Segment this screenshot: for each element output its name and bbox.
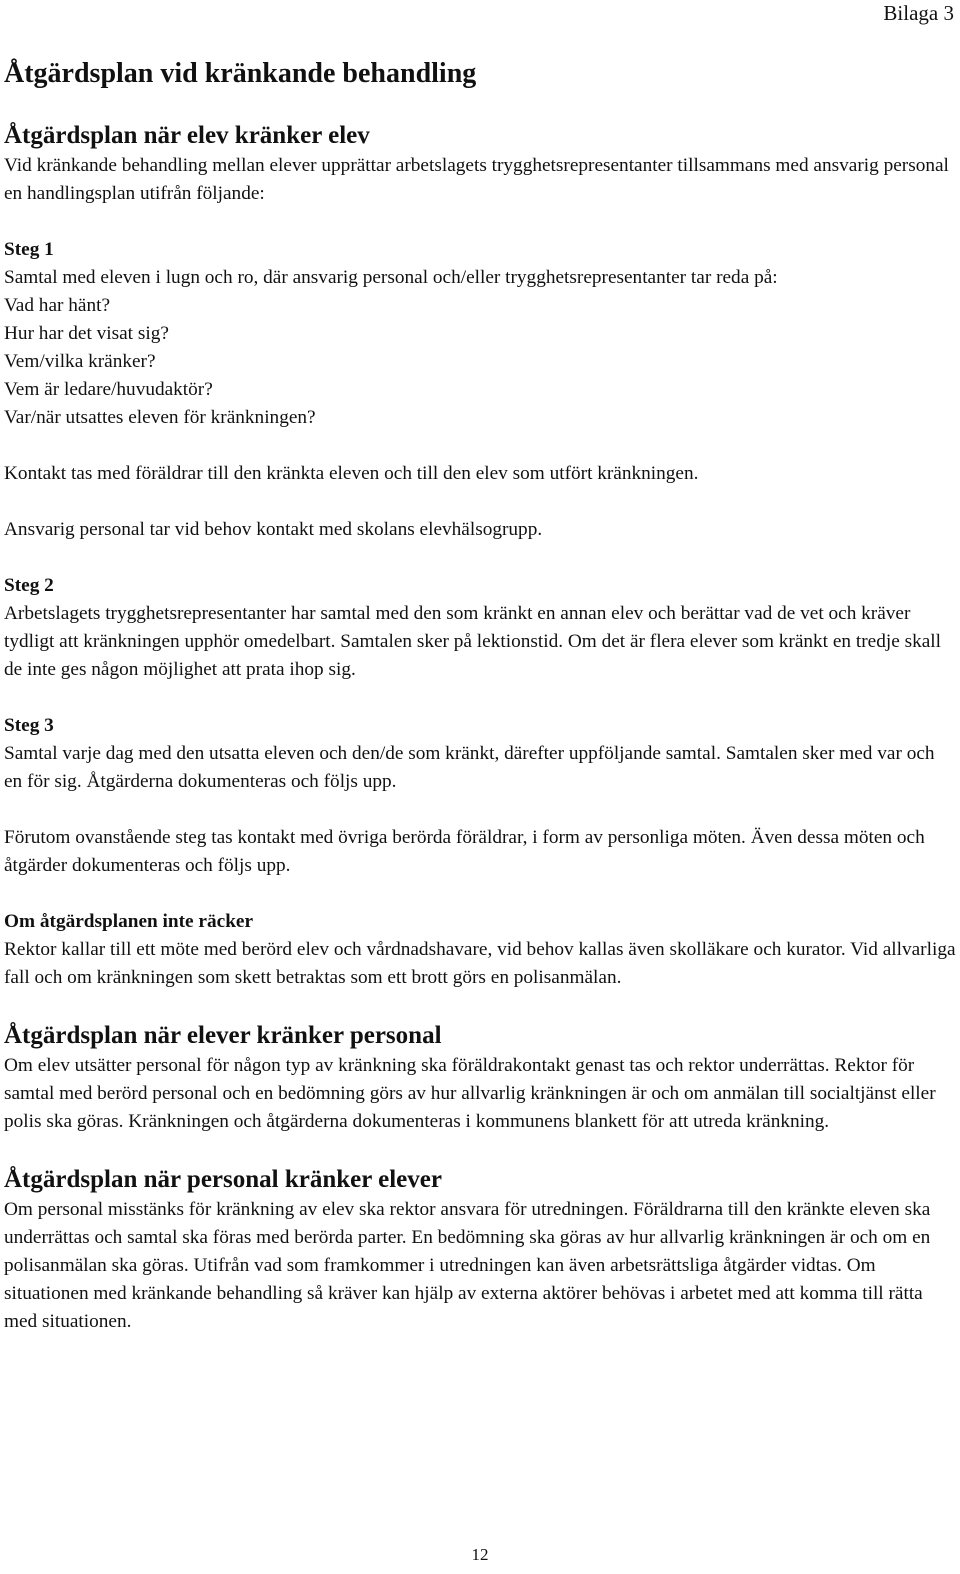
step-3-label: Steg 3 <box>4 715 54 736</box>
spacer <box>4 544 956 572</box>
section-elever-kranker-personal <box>4 1020 956 1136</box>
question-item: Vad har hänt? <box>4 295 110 316</box>
parent-contact-text: Kontakt tas med föräldrar till den kränkta eleven och till den elev som utfört kränkningen. <box>4 463 699 484</box>
page-number: 12 <box>471 1545 489 1564</box>
additional-contact-text: Förutom ovanstående steg tas kontakt med övriga berörda föräldrar, i form av personliga möten. Även dessa möten och åtgärder dokumenteras och följs upp. <box>4 827 925 876</box>
step-2-text: Arbetslagets trygghetsrepresentanter har samtal med den som kränkt en annan elev och berättar vad de vet och kräver tydligt att kränkningen upphör omedelbart. Samtalen sker på lektionstid. Om det är flera elever som kränkt en tredje skall de inte ges någon möjlighet att prata ihop sig. <box>4 603 942 680</box>
spacer <box>4 488 956 516</box>
document-body <box>4 56 956 1336</box>
step-3-text: Samtal varje dag med den utsatta eleven och den/de som kränkt, därefter uppföljande samtal. Samtalen sker med var och en för sig. Åtgärderna dokumenteras och följs upp. <box>4 743 935 792</box>
question-item: Var/när utsattes eleven för kränkningen? <box>4 407 316 428</box>
student-health-text: Ansvarig personal tar vid behov kontakt med skolans elevhälsogrupp. <box>4 519 543 540</box>
appendix-label: Bilaga 3 <box>883 1 954 25</box>
section-heading: Åtgärdsplan när elev kränker elev <box>4 122 370 149</box>
spacer <box>4 796 956 824</box>
question-list <box>4 292 956 432</box>
document-title: Åtgärdsplan vid kränkande behandling <box>4 58 477 89</box>
spacer <box>4 1136 956 1164</box>
spacer <box>4 992 956 1020</box>
question-item: Hur har det visat sig? <box>4 323 169 344</box>
section-intro: Vid kränkande behandling mellan elever upprättar arbetslagets trygghetsrepresentanter tillsammans med ansvarig personal en handlingsplan utifrån följande: <box>4 155 949 204</box>
question-item: Vem är ledare/huvudaktör? <box>4 379 213 400</box>
section-heading: Åtgärdsplan när personal kränker elever <box>4 1166 442 1193</box>
step-1-label: Steg 1 <box>4 239 54 260</box>
section-text: Om personal misstänks för kränkning av elev ska rektor ansvara för utredningen. Föräldrarna till den kränkte eleven ska underrättas och samtal ska föras med berörda parter. En bedömning ska göras av hur allvarlig kränkningen är och om en polisanmälan ska göras. Utifrån vad som framkommer i utredningen kan även arbetsrättsliga åtgärder vidtas. Om situationen med kränkande behandling så kräver kan hjälp av externa aktörer behövas i arbetet med att komma till rätta med situationen. <box>4 1199 931 1332</box>
section-elev-kranker-elev <box>4 120 956 992</box>
spacer <box>4 684 956 712</box>
section-heading: Åtgärdsplan när elever kränker personal <box>4 1022 442 1049</box>
step-2-label: Steg 2 <box>4 575 54 596</box>
spacer <box>4 880 956 908</box>
insufficient-plan-label: Om åtgärdsplanen inte räcker <box>4 911 254 932</box>
section-text: Om elev utsätter personal för någon typ av kränkning ska föräldrakontakt genast tas och rektor underrättas. Rektor för samtal med berörd personal och en bedömning görs av hur allvarlig kränkningen är och om anmälan till socialtjänst eller polis ska göras. Kränkningen och åtgärderna dokumenteras i kommunens blankett för att utreda kränkning. <box>4 1055 936 1132</box>
spacer <box>4 208 956 236</box>
section-personal-kranker-elever <box>4 1164 956 1336</box>
spacer <box>4 432 956 460</box>
step-1-text: Samtal med eleven i lugn och ro, där ansvarig personal och/eller trygghetsrepresentanter tar reda på: <box>4 267 778 288</box>
question-item: Vem/vilka kränker? <box>4 351 156 372</box>
insufficient-plan-text: Rektor kallar till ett möte med berörd elev och vårdnadshavare, vid behov kallas även skolläkare och kurator. Vid allvarliga fall och om kränkningen som skett betraktas som ett brott görs en polisanmälan. <box>4 939 956 988</box>
